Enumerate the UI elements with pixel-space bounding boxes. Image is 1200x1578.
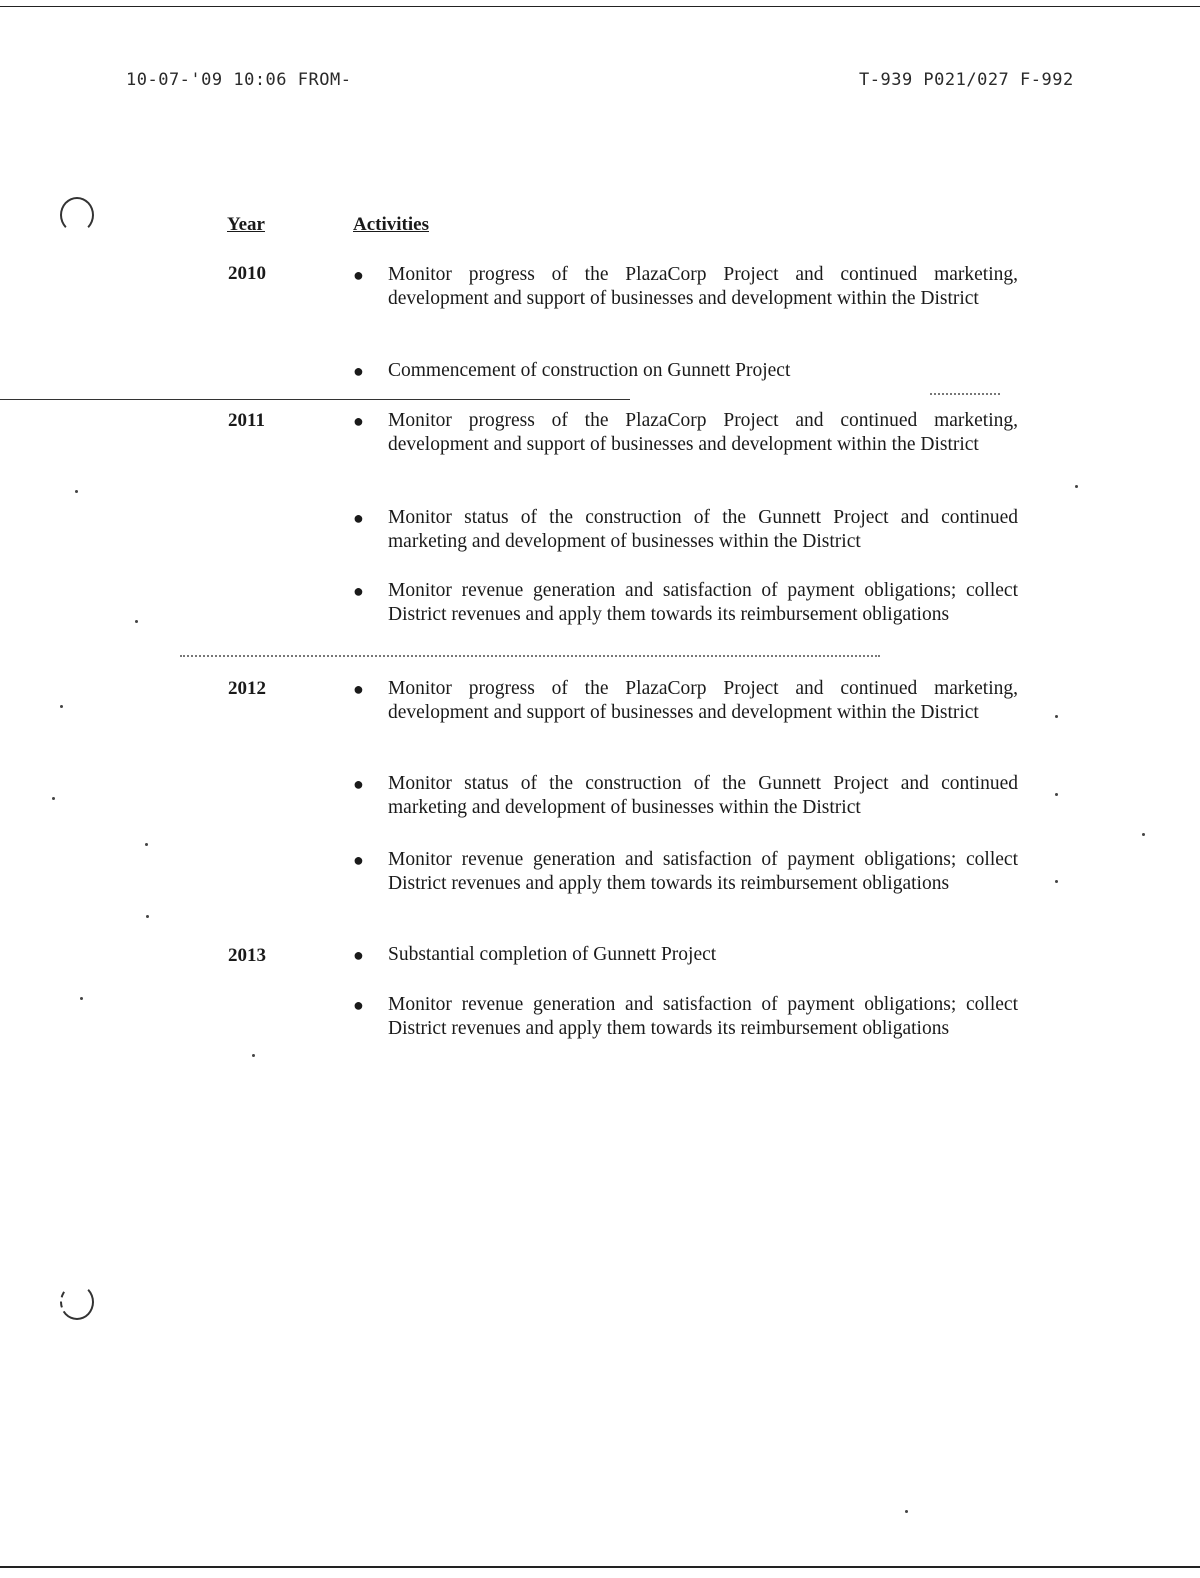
punch-hole-mark: [60, 197, 94, 233]
fax-header-right: T-939 P021/027 F-992: [859, 70, 1074, 90]
activity-item: [353, 359, 1018, 383]
bullet-icon: ●: [353, 265, 364, 285]
bullet-icon: ●: [353, 581, 364, 601]
activity-item: [353, 772, 1018, 820]
scan-divider-line: [0, 399, 630, 400]
page-top-edge: [0, 6, 1200, 7]
bullet-icon: ●: [353, 995, 364, 1015]
scan-speck: [1055, 715, 1058, 718]
scan-speck: [252, 1054, 255, 1057]
scan-divider-dots: [180, 655, 880, 657]
bullet-icon: ●: [353, 850, 364, 870]
activity-text: Monitor status of the construction of the Gunnett Project and continued marketing and development of businesses within the District: [388, 507, 1018, 552]
activity-text: Monitor revenue generation and satisfaction of payment obligations; collect District revenues and apply them towards its reimbursement obligations: [388, 849, 1018, 894]
scan-speck: [1055, 880, 1058, 883]
activity-text: Monitor revenue generation and satisfaction of payment obligations; collect District revenues and apply them towards its reimbursement obligations: [388, 580, 1018, 625]
activity-item: [353, 579, 1018, 651]
page-bottom-edge: [0, 1566, 1200, 1568]
scan-speck: [1142, 833, 1145, 836]
scan-speck: [145, 843, 148, 846]
bullet-icon: ●: [353, 361, 364, 381]
scan-speck: [52, 797, 55, 800]
activities-column-header: Activities: [353, 214, 429, 235]
scan-divider-dots: [930, 393, 1000, 395]
row-year: 2013: [228, 945, 266, 966]
scan-speck: [1075, 485, 1078, 488]
row-year: 2010: [228, 263, 266, 284]
activity-item: [353, 848, 1018, 920]
activity-item: [353, 943, 1018, 967]
activity-text: Monitor progress of the PlazaCorp Project and continued marketing, development and support of businesses and development within the District: [388, 410, 1018, 455]
activity-text: Commencement of construction on Gunnett Project: [388, 360, 791, 381]
activity-item: [353, 993, 1018, 1065]
row-year: 2012: [228, 678, 266, 699]
bullet-icon: ●: [353, 945, 364, 965]
activity-item: [353, 506, 1018, 554]
scan-speck: [135, 620, 138, 623]
activity-item: [353, 409, 1018, 481]
activity-item: [353, 677, 1018, 749]
activity-text: Monitor status of the construction of the Gunnett Project and continued marketing and development of businesses within the District: [388, 773, 1018, 818]
fax-header-left: 10-07-'09 10:06 FROM-: [126, 70, 352, 90]
bullet-icon: ●: [353, 774, 364, 794]
scan-speck: [146, 915, 149, 918]
activity-item: [353, 263, 1018, 335]
scan-speck: [75, 490, 78, 493]
activity-text: Monitor revenue generation and satisfaction of payment obligations; collect District revenues and apply them towards its reimbursement obligations: [388, 994, 1018, 1039]
punch-hole-mark: [60, 1284, 94, 1320]
scan-speck: [80, 997, 83, 1000]
year-column-header: Year: [227, 214, 265, 235]
bullet-icon: ●: [353, 411, 364, 431]
activity-text: Monitor progress of the PlazaCorp Project and continued marketing, development and support of businesses and development within the District: [388, 678, 1018, 723]
scan-speck: [905, 1510, 908, 1513]
scan-speck: [1055, 793, 1058, 796]
row-year: 2011: [228, 410, 265, 431]
activity-text: Substantial completion of Gunnett Project: [388, 944, 717, 965]
bullet-icon: ●: [353, 508, 364, 528]
bullet-icon: ●: [353, 679, 364, 699]
scan-speck: [60, 705, 63, 708]
activity-text: Monitor progress of the PlazaCorp Project and continued marketing, development and support of businesses and development within the District: [388, 264, 1018, 309]
